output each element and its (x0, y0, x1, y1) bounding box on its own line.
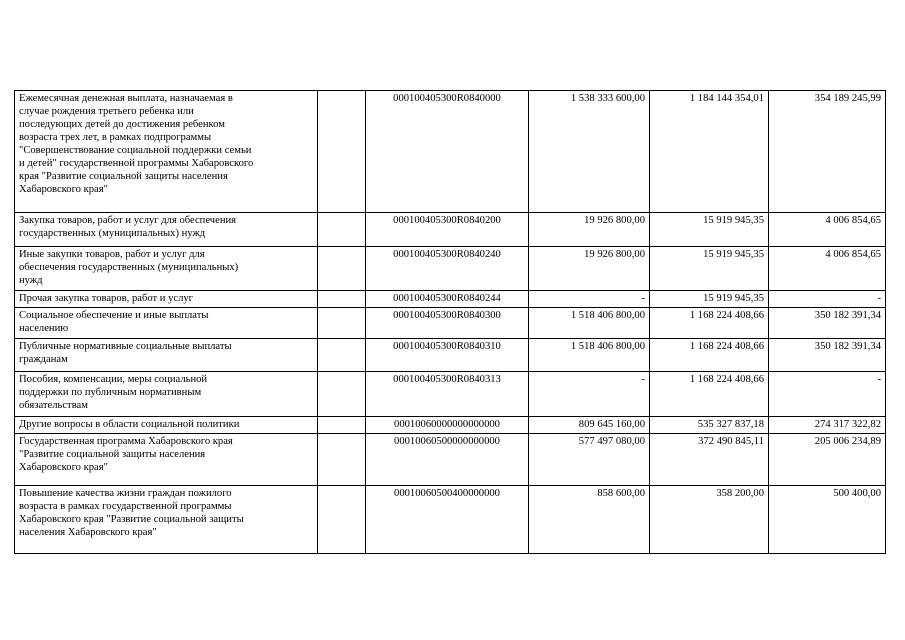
budget-code-cell: 000100405300R0840300 (366, 308, 529, 339)
empty-cell (318, 308, 366, 339)
planned-amount-cell: - (529, 372, 650, 417)
table-row (15, 291, 886, 308)
empty-cell (318, 213, 366, 247)
executed-amount-cell: 535 327 837,18 (650, 417, 769, 434)
empty-cell (318, 247, 366, 291)
planned-amount-cell: 1 538 333 600,00 (529, 91, 650, 213)
budget-code-cell: 000100405300R0840313 (366, 372, 529, 417)
executed-amount-cell: 15 919 945,35 (650, 213, 769, 247)
planned-amount-cell: 1 518 406 800,00 (529, 339, 650, 372)
row-name-cell: Публичные нормативные социальные выплаты гражданам (15, 339, 318, 372)
executed-amount-cell: 1 168 224 408,66 (650, 308, 769, 339)
planned-amount-cell: 858 600,00 (529, 486, 650, 554)
executed-amount-cell: 15 919 945,35 (650, 291, 769, 308)
budget-code-cell: 00010060500000000000 (366, 434, 529, 486)
row-name-cell: Другие вопросы в области социальной политики (15, 417, 318, 434)
budget-code-cell: 000100405300R0840200 (366, 213, 529, 247)
row-name-cell: Пособия, компенсации, меры социальной поддержки по публичным нормативным обязательствам (15, 372, 318, 417)
budget-code-cell: 000100405300R0840000 (366, 91, 529, 213)
planned-amount-cell: 1 518 406 800,00 (529, 308, 650, 339)
budget-execution-table (14, 90, 886, 554)
budget-code-cell: 00010060000000000000 (366, 417, 529, 434)
table-row (15, 213, 886, 247)
row-name-cell: Государственная программа Хабаровского края "Развитие социальной защиты населения Хабаровского края" (15, 434, 318, 486)
empty-cell (318, 339, 366, 372)
executed-amount-cell: 1 184 144 354,01 (650, 91, 769, 213)
executed-amount-cell: 1 168 224 408,66 (650, 339, 769, 372)
budget-code-cell: 00010060500400000000 (366, 486, 529, 554)
table-row (15, 434, 886, 486)
remaining-amount-cell: 4 006 854,65 (769, 213, 886, 247)
table-row (15, 486, 886, 554)
empty-cell (318, 434, 366, 486)
executed-amount-cell: 358 200,00 (650, 486, 769, 554)
empty-cell (318, 91, 366, 213)
executed-amount-cell: 372 490 845,11 (650, 434, 769, 486)
row-name-cell: Прочая закупка товаров, работ и услуг (15, 291, 318, 308)
remaining-amount-cell: 500 400,00 (769, 486, 886, 554)
table-row (15, 247, 886, 291)
remaining-amount-cell: 350 182 391,34 (769, 339, 886, 372)
planned-amount-cell: 577 497 080,00 (529, 434, 650, 486)
planned-amount-cell: - (529, 291, 650, 308)
table-row (15, 417, 886, 434)
table-row (15, 308, 886, 339)
remaining-amount-cell: 274 317 322,82 (769, 417, 886, 434)
row-name-cell: Ежемесячная денежная выплата, назначаемая в случае рождения третьего ребенка или последующих детей до достижения ребенком возраста трех лет, в рамках подпрограммы "Совершенствование социальной поддержки семьи и детей" государственной программы Хабаровского края "Развитие социальной защиты населения Хабаровского края" (15, 91, 318, 213)
budget-code-cell: 000100405300R0840310 (366, 339, 529, 372)
empty-cell (318, 291, 366, 308)
empty-cell (318, 486, 366, 554)
budget-code-cell: 000100405300R0840240 (366, 247, 529, 291)
planned-amount-cell: 19 926 800,00 (529, 213, 650, 247)
row-name-cell: Закупка товаров, работ и услуг для обеспечения государственных (муниципальных) нужд (15, 213, 318, 247)
executed-amount-cell: 1 168 224 408,66 (650, 372, 769, 417)
remaining-amount-cell: 4 006 854,65 (769, 247, 886, 291)
empty-cell (318, 417, 366, 434)
planned-amount-cell: 809 645 160,00 (529, 417, 650, 434)
table-row (15, 372, 886, 417)
row-name-cell: Повышение качества жизни граждан пожилого возраста в рамках государственной программы Хабаровского края "Развитие социальной защиты населения Хабаровского края" (15, 486, 318, 554)
empty-cell (318, 372, 366, 417)
remaining-amount-cell: 350 182 391,34 (769, 308, 886, 339)
row-name-cell: Иные закупки товаров, работ и услуг для обеспечения государственных (муниципальных) нужд (15, 247, 318, 291)
planned-amount-cell: 19 926 800,00 (529, 247, 650, 291)
remaining-amount-cell: 354 189 245,99 (769, 91, 886, 213)
executed-amount-cell: 15 919 945,35 (650, 247, 769, 291)
table-row (15, 91, 886, 213)
table-row (15, 339, 886, 372)
row-name-cell: Социальное обеспечение и иные выплаты населению (15, 308, 318, 339)
remaining-amount-cell: - (769, 372, 886, 417)
remaining-amount-cell: 205 006 234,89 (769, 434, 886, 486)
remaining-amount-cell: - (769, 291, 886, 308)
budget-code-cell: 000100405300R0840244 (366, 291, 529, 308)
